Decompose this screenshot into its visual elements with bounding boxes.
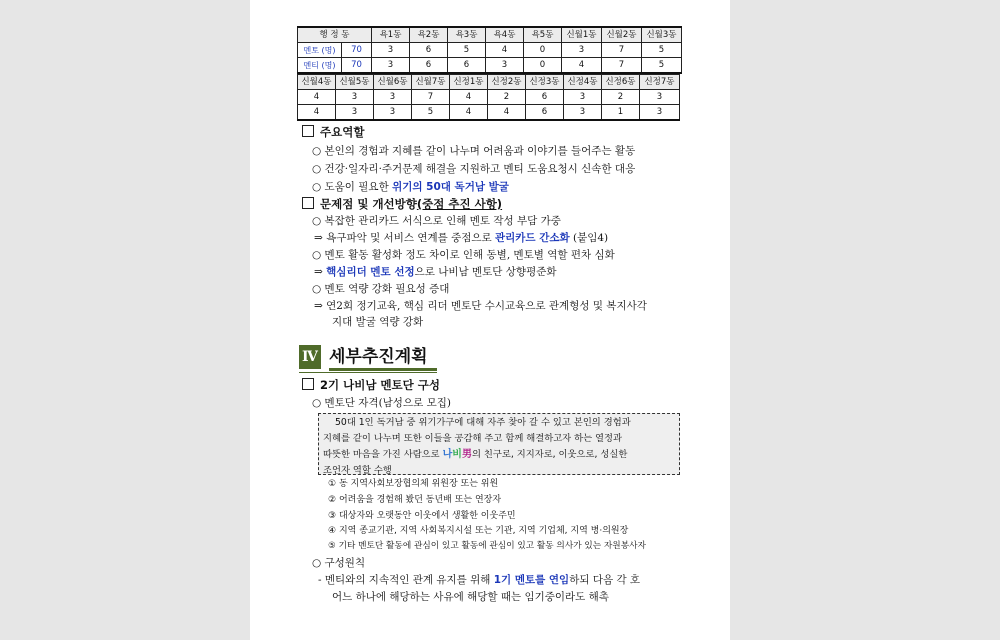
table-header-cell: 욕2동	[410, 27, 448, 43]
table-cell: 6	[526, 105, 564, 121]
numbered-item	[328, 524, 628, 538]
issues-line-highlight: 핵심리더 멘토 선정	[326, 266, 415, 278]
table-header-cell: 신월1동	[562, 27, 602, 43]
nabinam-logo: 나비男	[442, 449, 472, 460]
issues-line-tail: 으로 나비남 멘토단 상향평준화	[414, 266, 557, 278]
circle-bullet-icon: ○	[312, 557, 322, 569]
table-cell: 3	[564, 90, 602, 105]
table-cell: 6	[410, 58, 448, 74]
issues-line-text: 지대 발굴 역량 강화	[332, 316, 424, 328]
row-label: 멘티 (명)	[298, 58, 342, 74]
numbered-item-text: 지역 종교기관, 지역 사회복지시설 또는 기관, 지역 기업체, 지역 병·의원장	[338, 526, 629, 536]
issues-line	[312, 213, 732, 229]
box-line-text: 따뜻한 마음을 가진 사람으로	[323, 449, 443, 460]
arrow-bullet-icon: ⇒	[314, 266, 323, 278]
table-cell: 4	[450, 90, 488, 105]
arrow-bullet-icon: ⇒	[314, 300, 323, 312]
composition-heading	[302, 377, 722, 393]
circle-bullet-icon: ○	[312, 163, 322, 175]
table-row	[298, 43, 682, 58]
principle-line-text: 하되 다음 각 호	[569, 574, 641, 586]
table-cell: 1	[602, 105, 640, 121]
table-cell: 2	[488, 90, 526, 105]
issues-line-text: 멘토 역량 강화 필요성 증대	[324, 283, 450, 295]
table-header-cell: 신월6동	[374, 75, 412, 90]
circle-bullet-icon: ○	[312, 249, 322, 261]
roles-item-text: 도움이 필요한	[324, 181, 393, 193]
numbered-item	[328, 539, 646, 553]
table-header-cell: 욕3동	[448, 27, 486, 43]
table-header-cell: 신월2동	[602, 27, 642, 43]
issues-heading	[302, 196, 722, 212]
circle-bullet-icon: ○	[312, 181, 322, 193]
checkbox-square-icon	[302, 125, 314, 137]
principle-highlight: 1기 멘토를 연임	[493, 574, 570, 586]
numbered-item-text: 대상자와 오랫동안 이웃에서 생활한 이웃주민	[338, 511, 516, 521]
box-line: 조언자 역할 수행	[323, 465, 392, 476]
issues-line	[314, 264, 734, 280]
box-line-text: 의 친구로, 지지자로, 이웃으로, 성실한	[471, 449, 628, 460]
table-cell: 4	[486, 43, 524, 58]
table-header-cell: 신정6동	[602, 75, 640, 90]
number-marker: ①	[328, 479, 337, 489]
table-cell: 5	[412, 105, 450, 121]
checkbox-square-icon	[302, 378, 314, 390]
table-header-cell: 신월7동	[412, 75, 450, 90]
table-cell: 3	[372, 43, 410, 58]
table-row	[298, 105, 680, 121]
roles-heading-text: 주요역할	[320, 125, 365, 139]
row-total: 70	[342, 43, 372, 58]
issues-heading-emphasis: (중점 추진 사항)	[416, 197, 503, 211]
issues-line-text: 욕구파악 및 서비스 연계를 중점으로	[326, 232, 495, 244]
table-header-row	[298, 75, 680, 90]
row-label: 멘토 (명)	[298, 43, 342, 58]
numbered-item-text: 기타 멘토단 활동에 관심이 있고 활동에 관심이 있고 활동 의사가 있는 자원봉사자	[338, 541, 646, 551]
issues-line-text: 연2회 정기교육, 핵심 리더 멘토단 수시교육으로 관계형성 및 복지사각	[326, 300, 647, 312]
table-cell: 4	[298, 105, 336, 121]
issues-line	[332, 314, 752, 330]
qualification-label	[312, 395, 732, 411]
table-cell: 7	[602, 58, 642, 74]
table-header-cell: 욕4동	[486, 27, 524, 43]
issues-line-text: 복잡한 관리카드 서식으로 인해 멘토 작성 부담 가중	[324, 215, 561, 227]
table-cell: 6	[526, 90, 564, 105]
roles-item-text: 본인의 경험과 지혜를 같이 나누며 어려움과 이야기를 들어주는 활동	[324, 145, 636, 157]
qualification-text: 멘토단 자격(남성으로 모집)	[324, 397, 451, 409]
table-row	[298, 90, 680, 105]
numbered-item	[328, 477, 498, 491]
roles-item	[312, 179, 732, 195]
circle-bullet-icon: ○	[312, 397, 322, 409]
roles-item	[312, 161, 732, 177]
box-line: 지혜를 같이 나누며 또한 이들을 공감해 주고 함께 해결하고자 하는 열정과	[323, 433, 622, 444]
table-cell: 3	[640, 90, 680, 105]
principle-text: 구성원칙	[324, 557, 366, 569]
table-header-cell: 행 정 동	[298, 27, 372, 43]
issues-line-text: 멘토 활동 활성화 정도 차이로 인해 동별, 멘토별 역할 편차 심화	[324, 249, 615, 261]
table-header-cell: 욕1동	[372, 27, 410, 43]
table-cell: 3	[336, 105, 374, 121]
circle-bullet-icon: ○	[312, 215, 322, 227]
table-cell: 4	[298, 90, 336, 105]
table-cell: 4	[562, 58, 602, 74]
table-header-cell: 신정4동	[564, 75, 602, 90]
table-cell: 0	[524, 58, 562, 74]
table-header-cell: 신월3동	[642, 27, 682, 43]
composition-heading-text: 2기 나비남 멘토단 구성	[320, 378, 440, 392]
table-cell: 3	[562, 43, 602, 58]
circle-bullet-icon: ○	[312, 145, 322, 157]
table-header-cell: 신정1동	[450, 75, 488, 90]
table-header-cell: 신정3동	[526, 75, 564, 90]
issues-line	[314, 230, 734, 246]
circle-bullet-icon: ○	[312, 283, 322, 295]
table-cell: 3	[336, 90, 374, 105]
table-cell: 6	[448, 58, 486, 74]
numbered-item	[328, 493, 501, 507]
table-header-cell: 욕5동	[524, 27, 562, 43]
table-header-cell: 신월5동	[336, 75, 374, 90]
table-cell: 4	[450, 105, 488, 121]
table-cell: 5	[642, 43, 682, 58]
numbered-item-text: 동 지역사회보장협의체 위원장 또는 위원	[338, 479, 499, 489]
principle-line	[318, 572, 738, 588]
principle-line	[332, 589, 752, 605]
number-marker: ②	[328, 495, 337, 505]
principle-label	[312, 555, 732, 571]
numbered-item	[328, 509, 516, 523]
section-underline	[329, 368, 437, 371]
qualification-box	[318, 413, 680, 475]
checkbox-square-icon	[302, 197, 314, 209]
row-total: 70	[342, 58, 372, 74]
table-row	[298, 58, 682, 74]
table-cell: 3	[640, 105, 680, 121]
roles-item-highlight: 위기의 50대 독거남 발굴	[392, 181, 509, 193]
principle-line-text: 어느 하나에 해당하는 사유에 해당할 때는 임기중이라도 해촉	[332, 591, 609, 603]
table-cell: 3	[374, 105, 412, 121]
table-cell: 3	[374, 90, 412, 105]
table-cell: 4	[488, 105, 526, 121]
issues-heading-text: 문제점 및 개선방향	[320, 197, 417, 211]
table-cell: 0	[524, 43, 562, 58]
table-header-row	[298, 27, 682, 43]
table-cell: 5	[642, 58, 682, 74]
section-numeral: Ⅳ	[299, 345, 321, 369]
numbered-item-text: 어려움을 경험해 봤던 동년배 또는 연장자	[338, 495, 502, 505]
arrow-bullet-icon: ⇒	[314, 232, 323, 244]
table-cell: 3	[564, 105, 602, 121]
roles-heading	[302, 124, 722, 140]
table-cell: 3	[372, 58, 410, 74]
table-header-cell: 신월4동	[298, 75, 336, 90]
section-underline-thin	[299, 372, 437, 373]
number-marker: ⑤	[328, 541, 336, 551]
roles-item	[312, 143, 732, 159]
issues-line	[312, 281, 732, 297]
number-marker: ④	[328, 526, 337, 536]
number-marker: ③	[328, 511, 337, 521]
issues-line-highlight: 관리카드 간소화	[495, 232, 570, 244]
section-title: 세부추진계획	[329, 347, 428, 367]
mentor-count-table-1	[297, 26, 682, 74]
table-cell: 7	[412, 90, 450, 105]
table-header-cell: 신정7동	[640, 75, 680, 90]
document-page	[250, 0, 730, 640]
issues-line-tail: (붙임4)	[569, 232, 609, 244]
issues-line	[312, 247, 732, 263]
issues-line	[314, 298, 734, 314]
principle-line-text: - 멘티와의 지속적인 관계 유지를 위해	[318, 574, 494, 586]
table-cell: 3	[486, 58, 524, 74]
table-cell: 2	[602, 90, 640, 105]
table-cell: 6	[410, 43, 448, 58]
box-line	[323, 447, 675, 463]
roles-item-text: 건강·일자리·주거문제 해결을 지원하고 멘티 도움요청시 신속한 대응	[324, 163, 636, 175]
table-header-cell: 신정2동	[488, 75, 526, 90]
box-line: 50대 1인 독거남 중 위기가구에 대해 자주 찾아 갈 수 있고 본인의 경험과	[335, 417, 631, 428]
mentor-count-table-2	[297, 74, 680, 121]
table-cell: 7	[602, 43, 642, 58]
table-cell: 5	[448, 43, 486, 58]
